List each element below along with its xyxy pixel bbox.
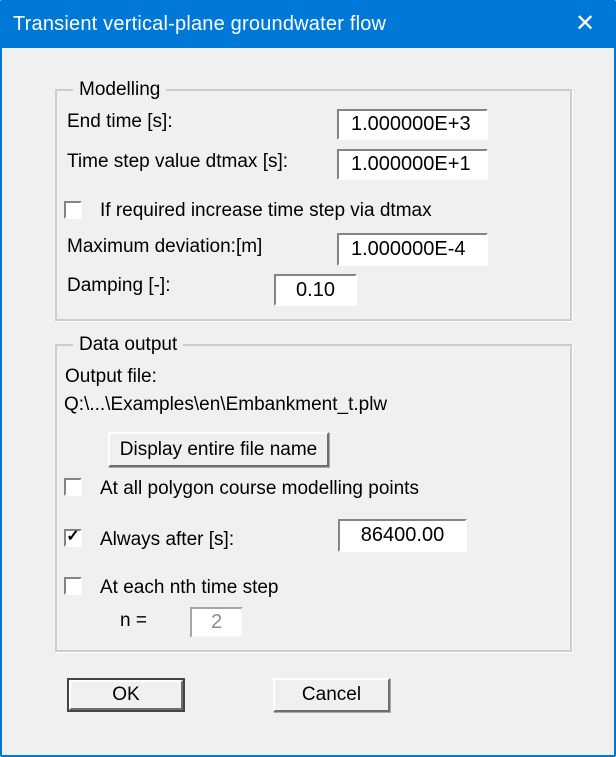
n-value-input bbox=[190, 607, 243, 638]
ok-button[interactable] bbox=[67, 678, 185, 712]
always-after-checkbox[interactable] bbox=[64, 529, 82, 547]
close-icon: ✕ bbox=[574, 10, 596, 37]
title-bar bbox=[0, 0, 616, 48]
increase-timestep-checkbox[interactable] bbox=[64, 201, 82, 219]
modelling-legend: Modelling bbox=[73, 79, 166, 101]
output-file-path: Q:\...\Examples\en\Embankment_t.plw bbox=[64, 394, 388, 415]
close-button[interactable] bbox=[556, 2, 614, 46]
data-output-legend: Data output bbox=[73, 334, 183, 356]
n-equals-label: n = bbox=[120, 610, 147, 631]
ok-button-label: OK bbox=[112, 684, 140, 705]
display-file-name-button-label: Display entire file name bbox=[119, 438, 318, 460]
display-file-name-button[interactable] bbox=[108, 432, 329, 467]
end-time-input[interactable] bbox=[337, 109, 488, 140]
cancel-button[interactable] bbox=[273, 678, 390, 712]
max-deviation-input[interactable] bbox=[337, 233, 488, 266]
dtmax-input[interactable] bbox=[337, 149, 488, 180]
nth-time-step-checkbox[interactable] bbox=[64, 577, 82, 595]
output-file-label: Output file: bbox=[65, 366, 157, 387]
dtmax-label: Time step value dtmax [s]: bbox=[67, 151, 289, 172]
damping-input[interactable] bbox=[274, 274, 357, 306]
increase-timestep-label: If required increase time step via dtmax bbox=[100, 200, 432, 221]
cancel-button-label: Cancel bbox=[301, 684, 362, 705]
end-time-label: End time [s]: bbox=[67, 111, 173, 132]
polygon-points-label: At all polygon course modelling points bbox=[100, 478, 419, 499]
nth-time-step-label: At each nth time step bbox=[100, 577, 279, 598]
damping-label: Damping [-]: bbox=[67, 275, 171, 296]
max-deviation-label: Maximum deviation:[m] bbox=[67, 236, 263, 257]
always-after-label: Always after [s]: bbox=[100, 529, 235, 550]
always-after-input[interactable] bbox=[338, 519, 467, 552]
polygon-points-checkbox[interactable] bbox=[64, 478, 82, 496]
checkmark-icon: ✓ bbox=[66, 528, 80, 545]
dialog-title: Transient vertical-plane groundwater flow bbox=[13, 12, 387, 35]
